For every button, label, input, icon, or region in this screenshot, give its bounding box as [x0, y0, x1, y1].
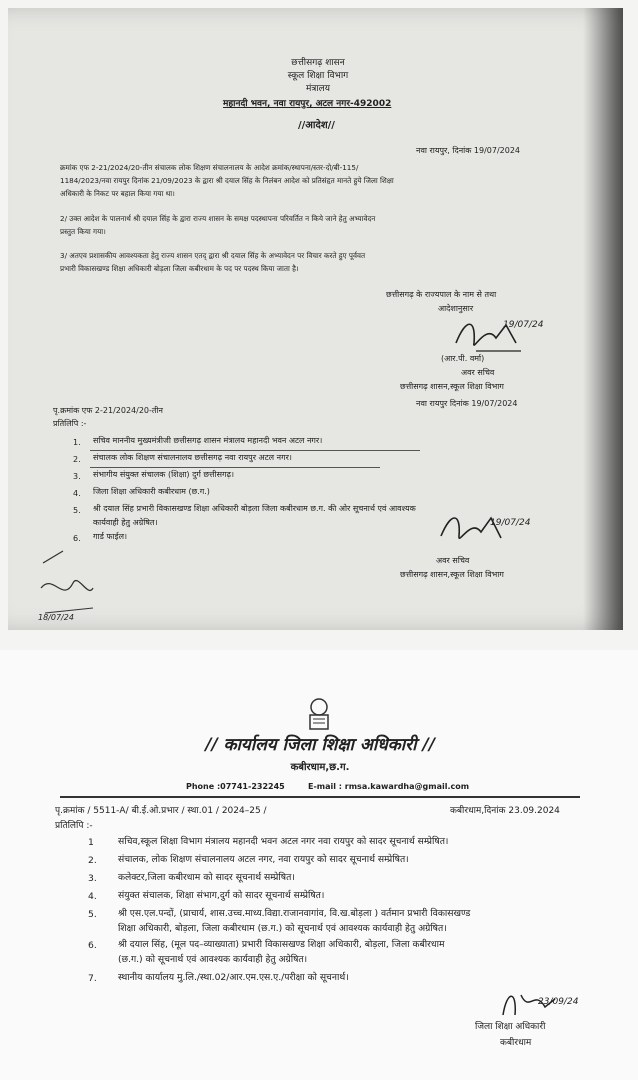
para1-line3: अधिकारी के निकट पर बहाल किया गया था।: [60, 189, 175, 198]
signatory2-title: अवर सचिव: [436, 556, 470, 565]
signatory-dept: छत्तीसगढ़ शासन,स्कूल शिक्षा विभाग: [400, 382, 504, 391]
endorsement-number: पृ.क्रमांक एफ 2-21/2024/20-तीन: [53, 406, 163, 415]
copy-text: सचिव माननीय मुख्यमंत्रीजी छत्तीसगढ़ शासन मंत्रालय महानदी भवन अटल नगर।: [93, 436, 323, 445]
item-number: 5.: [88, 909, 97, 920]
copy-text: जिला शिक्षा अधिकारी कबीरधाम (छ.ग.): [93, 487, 210, 496]
copy-text: कार्यवाही हेतु अग्रेषित।: [93, 518, 158, 527]
office-district: कबीरधाम,छ.ग.: [290, 762, 350, 773]
item-text: संचालक, लोक शिक्षण संचालनालय अटल नगर, नवा रायपुर को सादर सूचनार्थ सम्प्रेषित।: [118, 854, 409, 865]
district-office-endorsement: [0, 650, 638, 1080]
copy-number: 4.: [73, 489, 81, 498]
office-email: E-mail : rmsa.kawardha@gmail.com: [308, 782, 470, 791]
item-text: संयुक्त संचालक, शिक्षा संभाग,दुर्ग को सादर सूचनार्थ सम्प्रेषित।: [118, 890, 325, 901]
ministry-address: महानदी भवन, नवा रायपुर, अटल नगर-492002: [223, 99, 392, 109]
item-number: 2.: [88, 855, 97, 866]
divider: [90, 450, 420, 451]
signatory-title: अवर सचिव: [461, 368, 495, 377]
copy-number: 2.: [73, 455, 81, 464]
para1-line1: क्रमांक एफ 2-21/2024/20-तीन संचालक लोक शिक्षण संचालनालय के आदेश क्रमांक/स्थापना/स्तर-दो/बी-115/: [60, 163, 359, 172]
signatory-name: (आर.पी. वर्मा): [441, 354, 485, 363]
copy-label: प्रतिलिपि :-: [53, 419, 87, 428]
divider: [90, 467, 380, 468]
signatory-date: नवा रायपुर दिनांक 19/07/2024: [416, 399, 518, 408]
item-text: (छ.ग.) को सूचनार्थ एवं आवश्यक कार्यवाही हेतु अग्रेषित।: [118, 954, 308, 965]
header-line-1: छत्तीसगढ़ शासन: [291, 58, 345, 68]
header-rule: [60, 796, 580, 798]
para1-line2: 1184/2023/नवा रायपुर दिनांक 21/09/2023 के द्वारा श्री दयाल सिंह के निलंबन आदेश को प्रतिसंहृत मानते हुये जिला शिक्षा: [60, 176, 394, 185]
copy-label: प्रतिलिपि :-: [55, 821, 93, 831]
copy-text: श्री दयाल सिंह प्रभारी विकासखण्ड शिक्षा अधिकारी बोड़ला जिला कबीरधाम छ.ग. की ओर सूचनार्थ एवं आवश्यक: [93, 504, 416, 513]
office-phone: Phone :07741-232245: [186, 782, 285, 791]
item-text: शिक्षा अधिकारी, बोड़ला, जिला कबीरधाम (छ.ग.) को सूचनार्थ एवं आवश्यक कार्यवाही हेतु अग्रेषित।: [118, 923, 447, 934]
item-text: स्थानीय कार्यालय मु.लि./स्था.02/आर.एम.एस.ए./परीक्षा को सूचनार्थ।: [118, 972, 349, 983]
copy-text: गार्ड फाईल।: [93, 532, 128, 541]
item-text: श्री एस.एल.पन्दों, (प्राचार्य, शास.उच्च.माध्य.विद्या.राजानवागांव, वि.ख.बोड़ला ) वर्तमान प्रभारी विकासखण्ड: [118, 908, 471, 919]
item-number: 4.: [88, 891, 97, 902]
header-line-3: मंत्रालय: [305, 84, 330, 94]
copy-number: 6.: [73, 534, 81, 543]
reference-number: पृ.क्रमांक / 5511-A/ बी.ई.ओ.प्रभार / स्था.01 / 2024–25 /: [55, 806, 267, 816]
copy-number: 5.: [73, 506, 81, 515]
copy-number: 3.: [73, 472, 81, 481]
margin-note-date: 18/07/24: [38, 613, 74, 622]
para2-line1: 2/ उक्त आदेश के पालनार्थ श्री दयाल सिंह के द्वारा राज्य शासन के समक्ष पदस्थापना परिवर्तित न किये जाने हेतु अभ्यावेदन: [60, 214, 376, 223]
office-title: // कार्यालय जिला शिक्षा अधिकारी //: [205, 735, 435, 755]
order-date: नवा रायपुर, दिनांक 19/07/2024: [416, 146, 521, 155]
copy-number: 1.: [73, 438, 81, 447]
para2-line2: प्रस्तुत किया गया।: [60, 227, 106, 236]
government-order-letter: [8, 8, 623, 630]
governor-line-2: आदेशानुसार: [438, 304, 474, 313]
signature-2-date: 19/07/24: [490, 518, 531, 528]
para3-line1: 3/ अतएव प्रशासकीय आवश्यकता हेतु राज्य शासन एतद् द्वारा श्री दयाल सिंह के अभ्यावेदन पर विचार करते हुए पूर्ववत: [60, 251, 366, 260]
para3-line2: प्रभारी विकासखण्ड शिक्षा अधिकारी बोड़ला जिला कबीरधाम के पद पर पदस्थ किया जाता है।: [60, 264, 299, 273]
header-line-2: स्कूल शिक्षा विभाग: [287, 71, 349, 81]
item-text: श्री दयाल सिंह, (मूल पद–व्याख्याता) प्रभारी विकासखण्ड शिक्षा अधिकारी, बोड़ला, जिला कबीरधाम: [118, 939, 445, 950]
item-number: 7.: [88, 973, 97, 984]
item-text: कलेक्टर,जिला कबीरधाम को सादर सूचनार्थ सम्प्रेषित।: [118, 872, 295, 883]
signature-2: [433, 506, 543, 551]
signature-3-date: 23/09/24: [538, 997, 579, 1007]
copy-text: संभागीय संयुक्त संचालक (शिक्षा) दुर्ग छत्तीसगढ़।: [93, 470, 235, 479]
governor-line-1: छत्तीसगढ़ के राज्यपाल के नाम से तथा: [386, 290, 497, 299]
signatory2-dept: छत्तीसगढ़ शासन,स्कूल शिक्षा विभाग: [400, 570, 504, 579]
signatory-place: कबीरधाम: [500, 1038, 532, 1048]
item-text: सचिव,स्कूल शिक्षा विभाग मंत्रालय महानदी भवन अटल नगर नवा रायपुर को सादर सूचनार्थ सम्प्रेषित।: [118, 836, 449, 847]
item-number: 1: [88, 837, 94, 848]
place-date: कबीरधाम,दिनांक 23.09.2024: [450, 806, 560, 816]
item-number: 3.: [88, 873, 97, 884]
scan-shadow: [583, 8, 623, 630]
state-emblem-icon: [300, 695, 338, 735]
order-title: //आदेश//: [298, 120, 335, 131]
signature-1-date: 19/07/24: [503, 320, 544, 330]
signatory-title: जिला शिक्षा अधिकारी: [475, 1022, 546, 1032]
copy-text: संचालक लोक शिक्षण संचालनालय छत्तीसगढ़ नवा रायपुर अटल नगर।: [93, 453, 292, 462]
item-number: 6.: [88, 940, 97, 951]
